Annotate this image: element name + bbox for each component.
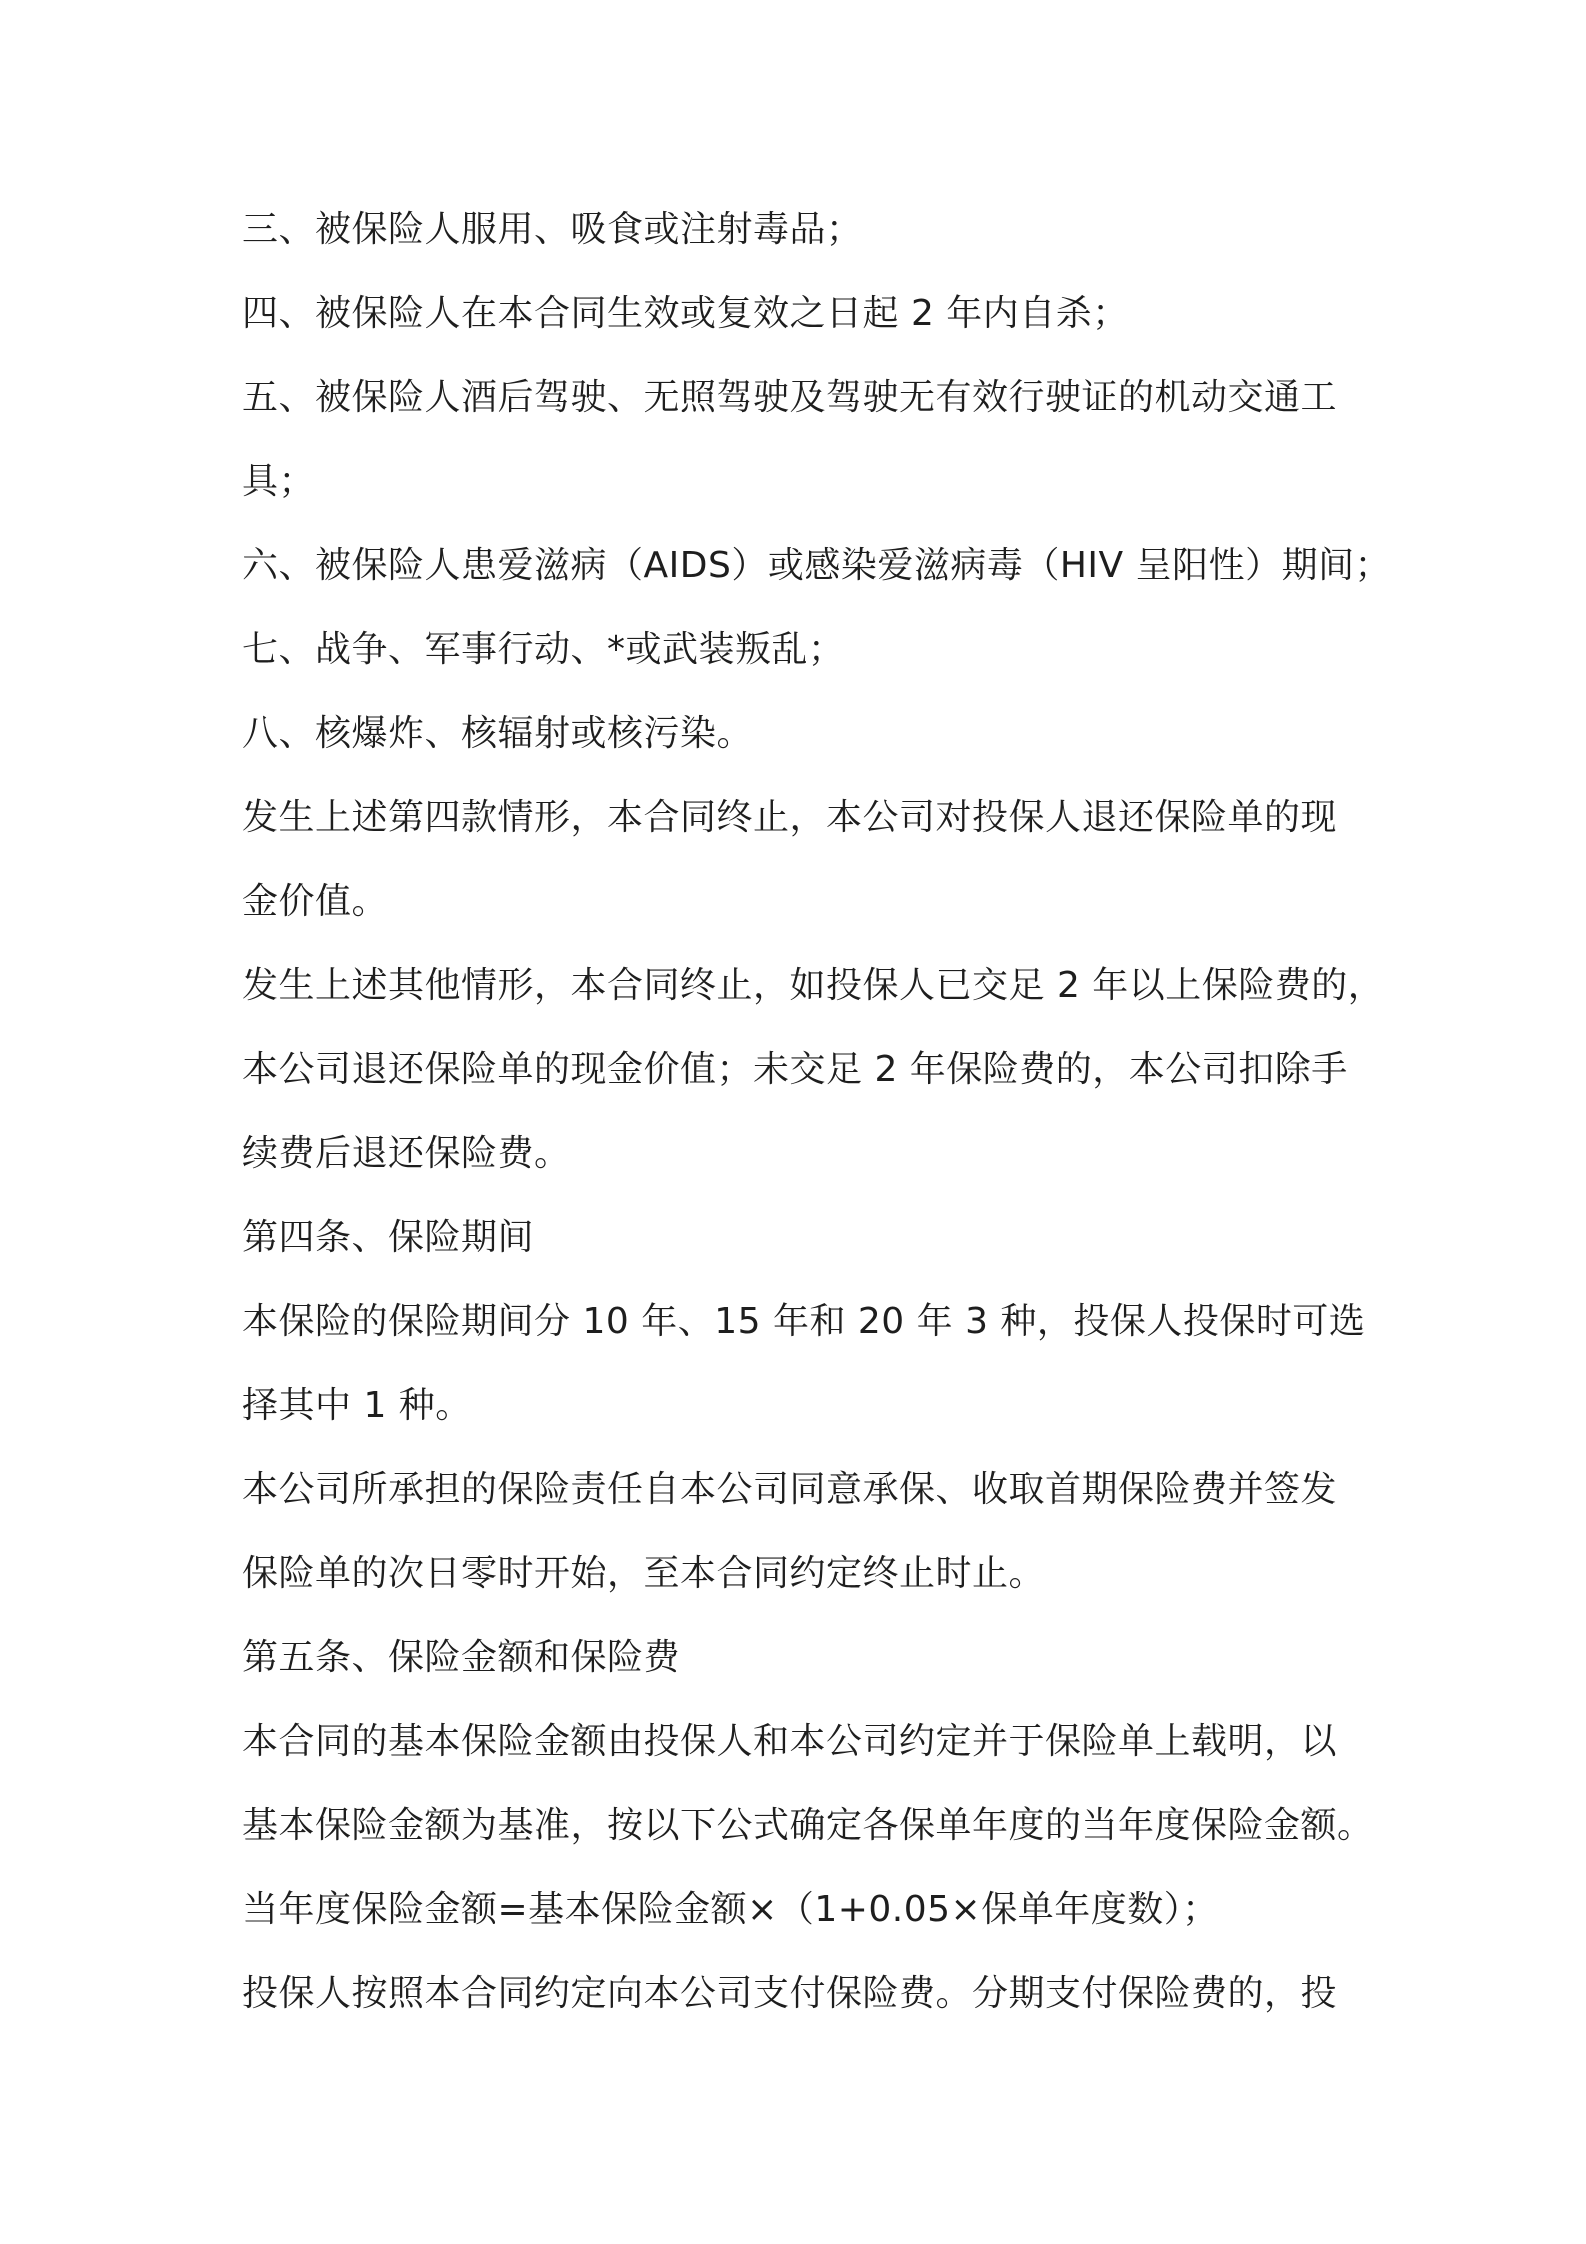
formula-line: 当年度保险金额=基本保险金额×（1+0.05×保单年度数）； bbox=[242, 1889, 1219, 1930]
clause-item-6: 六、被保险人患爱滋病（AIDS）或感染爱滋病毒（HIV 呈阳性）期间； bbox=[242, 545, 1392, 586]
paragraph-line: 本公司所承担的保险责任自本公司同意承保、收取首期保险费并签发 bbox=[242, 1469, 1338, 1510]
paragraph-line: 金价值。 bbox=[242, 881, 389, 922]
paragraph-line: 本保险的保险期间分 10 年、15 年和 20 年 3 种，投保人投保时可选 bbox=[242, 1301, 1366, 1342]
clause-item-5-line-1: 五、被保险人酒后驾驶、无照驾驶及驾驶无有效行驶证的机动交通工 bbox=[242, 377, 1338, 418]
paragraph-line: 续费后退还保险费。 bbox=[242, 1133, 571, 1174]
paragraph-line: 择其中 1 种。 bbox=[242, 1385, 472, 1426]
paragraph-line: 基本保险金额为基准，按以下公式确定各保单年度的当年度保险金额。 bbox=[242, 1805, 1374, 1846]
section-heading-article-5: 第五条、保险金额和保险费 bbox=[242, 1637, 681, 1678]
paragraph-line: 本合同的基本保险金额由投保人和本公司约定并于保险单上载明，以 bbox=[242, 1721, 1338, 1762]
paragraph-line: 本公司退还保险单的现金价值；未交足 2 年保险费的，本公司扣除手 bbox=[242, 1049, 1348, 1090]
paragraph-line: 投保人按照本合同约定向本公司支付保险费。分期支付保险费的，投 bbox=[242, 1973, 1338, 2014]
clause-item-4: 四、被保险人在本合同生效或复效之日起 2 年内自杀； bbox=[242, 293, 1129, 334]
paragraph-line: 发生上述其他情形，本合同终止，如投保人已交足 2 年以上保险费的， bbox=[242, 965, 1385, 1006]
clause-item-7: 七、战争、军事行动、*或武装叛乱； bbox=[242, 629, 845, 670]
clause-item-5-line-2: 具； bbox=[242, 461, 316, 502]
clause-item-8: 八、核爆炸、核辐射或核污染。 bbox=[242, 713, 754, 754]
clause-item-3: 三、被保险人服用、吸食或注射毒品； bbox=[242, 209, 863, 250]
paragraph-line: 保险单的次日零时开始，至本合同约定终止时止。 bbox=[242, 1553, 1046, 1594]
paragraph-line: 发生上述第四款情形，本合同终止，本公司对投保人退还保险单的现 bbox=[242, 797, 1338, 838]
section-heading-article-4: 第四条、保险期间 bbox=[242, 1217, 535, 1258]
document-body bbox=[242, 188, 1392, 2036]
